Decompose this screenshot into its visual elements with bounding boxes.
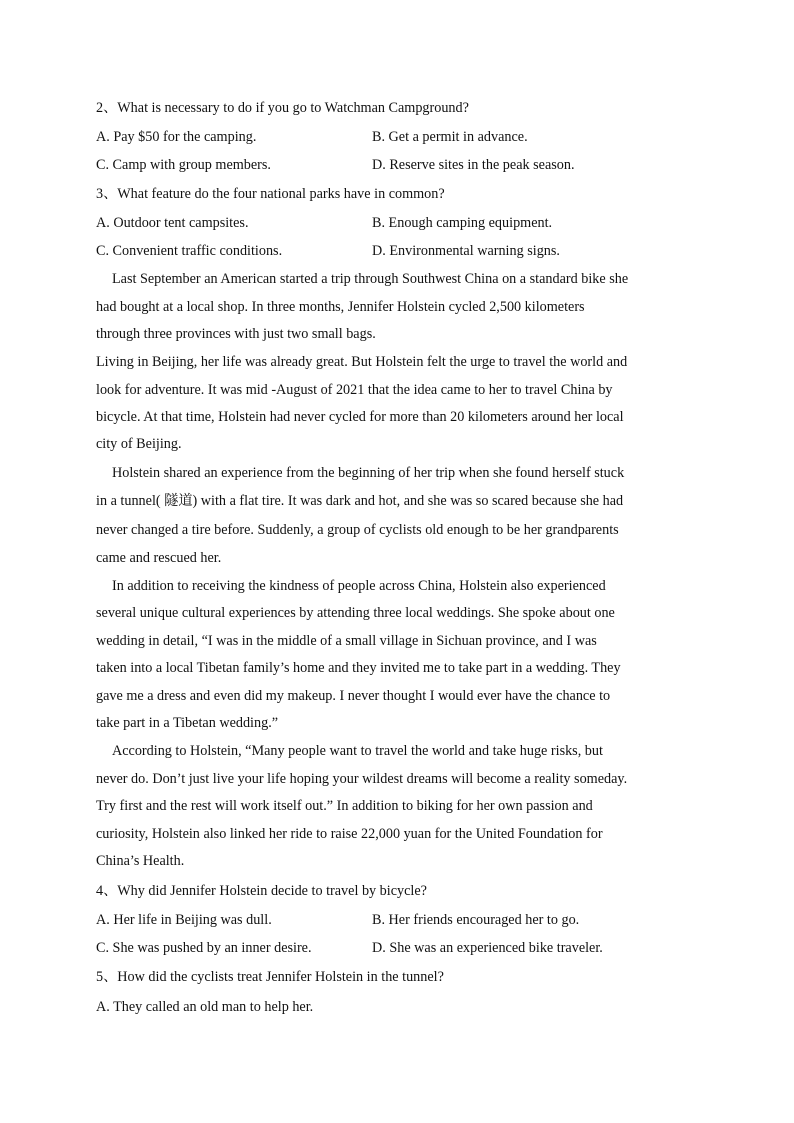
passage-line: never do. Don’t just live your life hoping your wildest dreams will become a reality someday. (96, 771, 628, 787)
passage-line: curiosity, Holstein also linked her ride to raise 22,000 yuan for the United Foundation for (96, 826, 603, 842)
passage-line: Living in Beijing, her life was already great. But Holstein felt the urge to travel the world and (96, 354, 628, 370)
passage-line: According to Holstein, “Many people want to travel the world and take huge risks, but (112, 743, 603, 759)
passage-line: gave me a dress and even did my makeup. I never thought I would ever have the chance to (96, 688, 611, 704)
passage-line: in a tunnel( 隧道) with a flat tire. It was dark and hot, and she was so scared because she had (96, 493, 624, 509)
passage-line: taken into a local Tibetan family’s home and they invited me to take part in a wedding. They (96, 660, 621, 676)
question-2-option-c: C. Camp with group members. (96, 157, 271, 173)
question-3-option-c: C. Convenient traffic conditions. (96, 243, 283, 259)
question-5-stem: 5、How did the cyclists treat Jennifer Holstein in the tunnel? (96, 969, 444, 985)
passage-line: never changed a tire before. Suddenly, a group of cyclists old enough to be her grandparents (96, 522, 619, 538)
passage-line: bicycle. At that time, Holstein had never cycled for more than 20 kilometers around her local (96, 409, 624, 425)
question-3-option-b: B. Enough camping equipment. (372, 215, 553, 231)
question-4-option-a: A. Her life in Beijing was dull. (96, 912, 272, 928)
passage-line: look for adventure. It was mid -August of 2021 that the idea came to her to travel China by (96, 382, 613, 398)
question-5-option-a: A. They called an old man to help her. (96, 999, 314, 1015)
question-4-stem: 4、Why did Jennifer Holstein decide to travel by bicycle? (96, 883, 427, 899)
passage-line: several unique cultural experiences by attending three local weddings. She spoke about one (96, 605, 615, 621)
passage-line: China’s Health. (96, 853, 185, 869)
passage-line: came and rescued her. (96, 550, 222, 566)
question-2-option-b: B. Get a permit in advance. (372, 129, 528, 145)
passage-line: take part in a Tibetan wedding.” (96, 715, 279, 731)
question-3-stem: 3、What feature do the four national parks have in common? (96, 186, 445, 202)
passage-line: Try first and the rest will work itself out.” In addition to biking for her own passion and (96, 798, 593, 814)
question-2-stem: 2、What is necessary to do if you go to Watchman Campground? (96, 100, 469, 116)
passage-line: Last September an American started a trip through Southwest China on a standard bike she (112, 271, 629, 287)
passage-line: Holstein shared an experience from the beginning of her trip when she found herself stuck (112, 465, 625, 481)
question-4-option-d: D. She was an experienced bike traveler. (372, 940, 603, 956)
question-2-option-a: A. Pay $50 for the camping. (96, 129, 257, 145)
passage-line: through three provinces with just two small bags. (96, 326, 376, 342)
passage-line: had bought at a local shop. In three months, Jennifer Holstein cycled 2,500 kilometers (96, 299, 585, 315)
passage-line: wedding in detail, “I was in the middle of a small village in Sichuan province, and I was (96, 633, 597, 649)
question-2-option-d: D. Reserve sites in the peak season. (372, 157, 575, 173)
passage-line: In addition to receiving the kindness of people across China, Holstein also experienced (112, 578, 606, 594)
question-4-option-b: B. Her friends encouraged her to go. (372, 912, 580, 928)
question-3-option-a: A. Outdoor tent campsites. (96, 215, 249, 231)
passage-line: city of Beijing. (96, 436, 182, 452)
question-3-option-d: D. Environmental warning signs. (372, 243, 560, 259)
question-4-option-c: C. She was pushed by an inner desire. (96, 940, 312, 956)
